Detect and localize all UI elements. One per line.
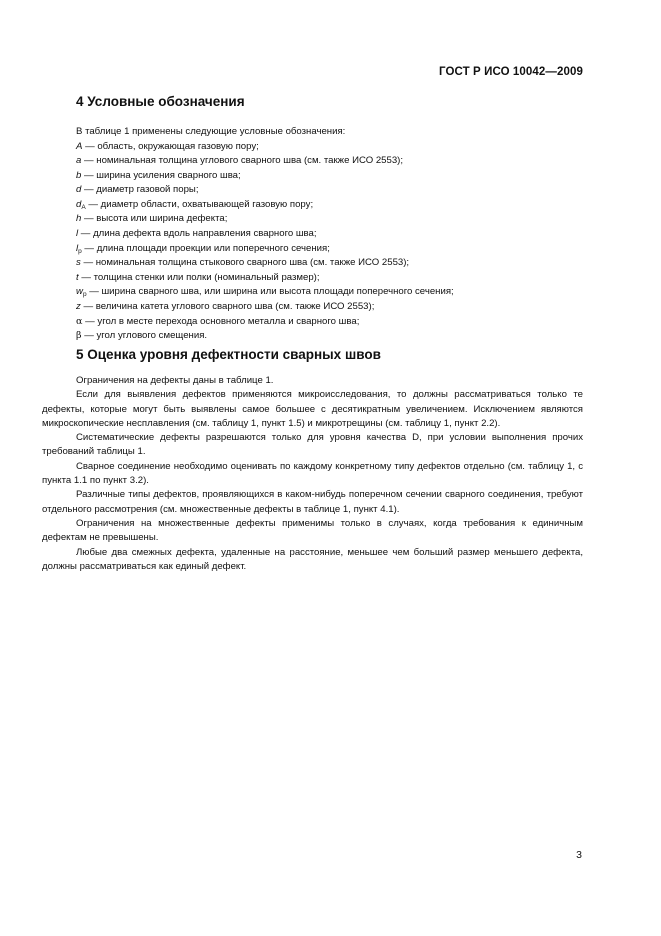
symbol-letter: z <box>76 301 81 313</box>
symbol-item <box>76 140 454 155</box>
symbol-letter: β <box>76 330 82 342</box>
symbol-letter: d <box>76 184 82 196</box>
symbol-letter: $d_A$ <box>76 198 86 211</box>
symbol-description: — номинальная толщина углового сварного шва (см. также ИСО 2553); <box>81 155 404 167</box>
symbol-letter: l <box>76 228 79 240</box>
symbol-subscript: A <box>81 203 86 211</box>
symbol-description: — диаметр области, охватывающей газовую пору; <box>85 198 314 210</box>
symbol-item <box>76 169 454 184</box>
symbol-description: — область, окружающая газовую пору; <box>82 140 259 152</box>
symbol-item <box>76 256 454 271</box>
symbol-letter: A <box>76 140 83 152</box>
symbol-item <box>76 227 454 242</box>
symbol-subscript: p <box>78 247 82 255</box>
section-5-body <box>42 374 583 574</box>
symbol-item <box>76 242 454 257</box>
symbol-letter: s <box>76 257 81 269</box>
symbol-item <box>76 329 454 344</box>
symbol-item <box>76 198 454 213</box>
symbol-item <box>76 154 454 169</box>
symbol-letter: $w_p$ <box>76 286 87 299</box>
page-number: 3 <box>576 849 582 861</box>
body-paragraph: Если для выявления дефектов применяются микроисследования, то должны рассматриваться только те дефекты, которые могут быть выявлены самое большее с десятикратным увеличением. Исключением являются микроскопические несплавления (см. таблицу 1, пункт 1.5) и микротрещины (см. таблицу 1, пункт 2.2). <box>42 389 583 429</box>
section-5-title: 5 Оценка уровня дефектности сварных швов <box>76 347 381 362</box>
symbol-letter: $l_p$ <box>76 242 82 255</box>
body-paragraph: Различные типы дефектов, проявляющихся в каком-нибудь поперечном сечении сварного соединения, требуют отдельного рассмотрения (см. множественные дефекты в таблице 1, пункт 4.1). <box>42 489 583 515</box>
symbol-description: — диаметр газовой поры; <box>81 184 199 196</box>
symbol-description: — длина дефекта вдоль направления сварного шва; <box>78 228 317 240</box>
symbol-item <box>76 300 454 315</box>
symbol-letter: b <box>76 169 82 181</box>
symbol-item <box>76 271 454 286</box>
section-4-intro: В таблице 1 применены следующие условные обозначения: <box>76 126 346 137</box>
section-4-title: 4 Условные обозначения <box>76 94 245 109</box>
symbol-description: — угол углового смещения. <box>81 330 208 342</box>
symbol-description: — длина площади проекции или поперечного сечения; <box>81 242 330 254</box>
symbol-description: — высота или ширина дефекта; <box>81 213 228 225</box>
symbols-list <box>76 140 454 344</box>
symbol-description: — толщина стенки или полки (номинальный размер); <box>78 271 320 283</box>
body-paragraph: Любые два смежных дефекта, удаленные на расстояние, меньшее чем больший размер меньшего дефекта, должны рассматриваться как единый дефект. <box>42 546 583 572</box>
symbol-description: — ширина сварного шва, или ширина или высота площади поперечного сечения; <box>86 286 454 298</box>
symbol-letter: α <box>76 315 83 327</box>
symbol-letter: a <box>76 155 82 167</box>
symbol-description: — угол в месте перехода основного металла и сварного шва; <box>82 315 360 327</box>
symbol-description: — номинальная толщина стыкового сварного шва (см. также ИСО 2553); <box>80 257 410 269</box>
symbol-letter: t <box>76 271 79 283</box>
body-paragraph: Систематические дефекты разрешаются только для уровня качества D, при условии выполнения прочих требований таблицы 1. <box>42 432 583 458</box>
symbol-subscript: p <box>82 291 87 299</box>
symbol-item <box>76 183 454 198</box>
document-code-header: ГОСТ Р ИСО 10042—2009 <box>438 66 583 78</box>
symbol-description: — ширина усиления сварного шва; <box>81 169 241 181</box>
body-paragraph: Ограничения на множественные дефекты применимы только в случаях, когда требования к единичным дефектам не превышены. <box>42 517 583 544</box>
symbol-description: — величина катета углового сварного шва (см. также ИСО 2553); <box>80 301 375 313</box>
body-paragraph: Сварное соединение необходимо оценивать по каждому конкретному типу дефектов отдельно (см. таблицу 1, с пункта 1.1 по пункт 3.2). <box>42 460 583 487</box>
symbol-item <box>76 315 454 330</box>
symbol-item <box>76 285 454 300</box>
symbol-letter: h <box>76 213 82 225</box>
body-paragraph: Ограничения на дефекты даны в таблице 1. <box>76 375 274 386</box>
symbol-item <box>76 212 454 227</box>
